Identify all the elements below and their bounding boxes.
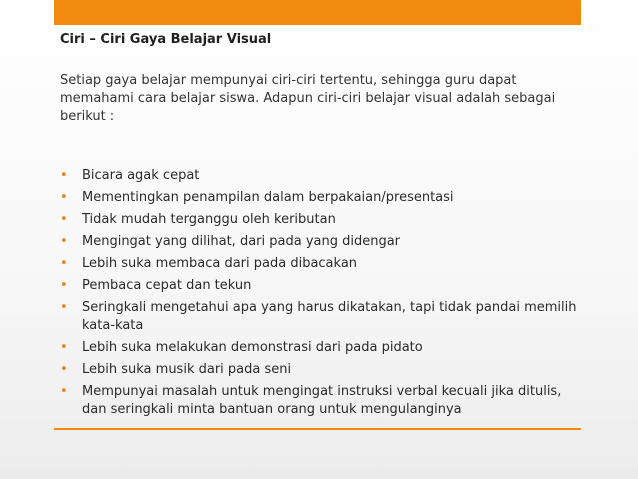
bullet-icon: • [60,300,68,315]
bullet-icon: • [60,234,68,249]
bullet-list [60,167,580,423]
list-item [60,189,580,207]
bullet-icon: • [60,384,68,399]
list-item-text: Tidak mudah terganggu oleh keributan [82,212,336,227]
list-item [60,383,580,419]
list-item [60,299,580,335]
list-item [60,167,580,185]
list-item-text: Mementingkan penampilan dalam berpakaian/presentasi [82,190,454,205]
list-item [60,211,580,229]
list-item-text: Lebih suka melakukan demonstrasi dari pada pidato [82,340,423,355]
list-item [60,233,580,251]
list-item-text: Lebih suka membaca dari pada dibacakan [82,256,358,271]
list-item-text: Seringkali mengetahui apa yang harus dikatakan, tapi tidak pandai memilih kata-kata [82,300,577,333]
bottom-accent-line [54,428,581,430]
list-item-text: Mengingat yang dilihat, dari pada yang didengar [82,234,401,249]
bullet-icon: • [60,362,68,377]
bullet-icon: • [60,340,68,355]
bullet-icon: • [60,278,68,293]
intro-paragraph: Setiap gaya belajar mempunyai ciri-ciri tertentu, sehingga guru dapat memahami cara belajar siswa. Adapun ciri-ciri belajar visual adalah sebagai berikut : [60,73,556,124]
list-item [60,339,580,357]
bullet-icon: • [60,190,68,205]
list-item [60,255,580,273]
list-item-text: Bicara agak cepat [82,168,200,183]
bullet-icon: • [60,256,68,271]
list-item [60,361,580,379]
list-item-text: Mempunyai masalah untuk mengingat instruksi verbal kecuali jika ditulis, dan seringkali minta bantuan orang untuk mengulanginya [82,384,562,417]
bullet-icon: • [60,212,68,227]
list-item-text: Pembaca cepat dan tekun [82,278,252,293]
list-item [60,277,580,295]
slide-title: Ciri – Ciri Gaya Belajar Visual [60,32,272,47]
bullet-icon: • [60,168,68,183]
list-item-text: Lebih suka musik dari pada seni [82,362,292,377]
top-accent-bar [54,0,581,25]
